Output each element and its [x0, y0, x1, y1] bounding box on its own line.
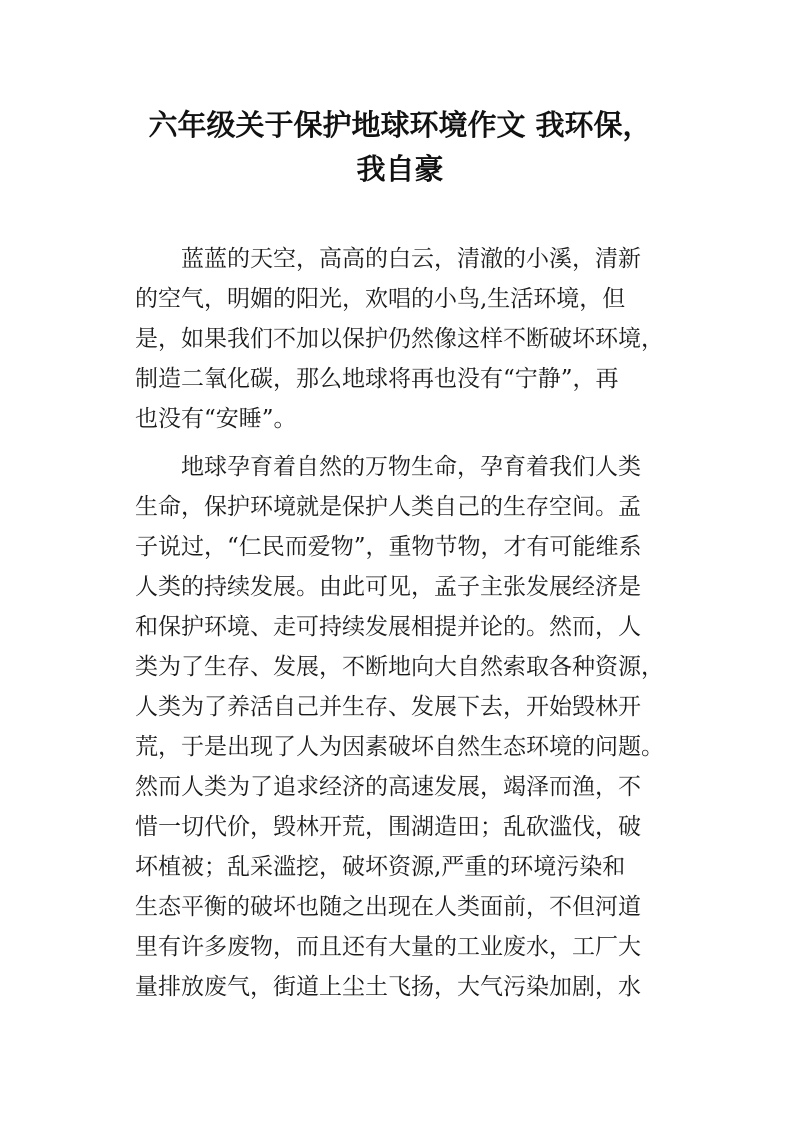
paragraph-line: 的空气，明媚的阳光，欢唱的小鸟,生活环境，但 [135, 286, 626, 312]
document-title-line-2: 我自豪 [356, 152, 444, 186]
paragraph-line: 然而人类为了追求经济的高速发展，竭泽而渔，不 [135, 774, 641, 800]
paragraph-line: 是，如果我们不加以保护仍然像这样不断破坏环境， [135, 326, 664, 352]
paragraph-line: 荒，于是出现了人为因素破坏自然生态环境的问题。 [135, 734, 664, 760]
paragraph-line: 惜一切代价，毁林开荒，围湖造田；乱砍滥伐，破 [135, 814, 641, 840]
paragraph-line: 量排放废气，街道上尘土飞扬，大气污染加剧，水 [135, 974, 641, 1000]
paragraph-line: 生命，保护环境就是保护人类自己的生存空间。孟 [135, 494, 641, 520]
paragraph-line: 子说过，“仁民而爱物”，重物节物，才有可能维系 [135, 534, 642, 560]
paragraph-line: 地球孕育着自然的万物生命，孕育着我们人类 [181, 454, 641, 480]
paragraph-line: 和保护环境、走可持续发展相提并论的。然而，人 [135, 614, 641, 640]
paragraph-line: 类为了生存、发展，不断地向大自然索取各种资源， [135, 654, 664, 680]
paragraph-line: 制造二氧化碳，那么地球将再也没有“宁静”，再 [135, 366, 619, 392]
paragraph-line: 坏植被；乱采滥挖，破坏资源,严重的环境污染和 [135, 854, 626, 880]
paragraph-line: 也没有“安睡”。 [135, 406, 297, 432]
document-title-line-1: 六年级关于保护地球环境作文 我环保， [148, 108, 652, 142]
paragraph-line: 生态平衡的破坏也随之出现在人类面前，不但河道 [135, 894, 641, 920]
paragraph-line: 里有许多废物，而且还有大量的工业废水，工厂大 [135, 934, 641, 960]
paragraph-line: 人类为了养活自己并生存、发展下去，开始毁林开 [135, 694, 641, 720]
paragraph-line: 蓝蓝的天空，高高的白云，清澈的小溪，清新 [181, 246, 641, 272]
paragraph-line: 人类的持续发展。由此可见，孟子主张发展经济是 [135, 574, 641, 600]
